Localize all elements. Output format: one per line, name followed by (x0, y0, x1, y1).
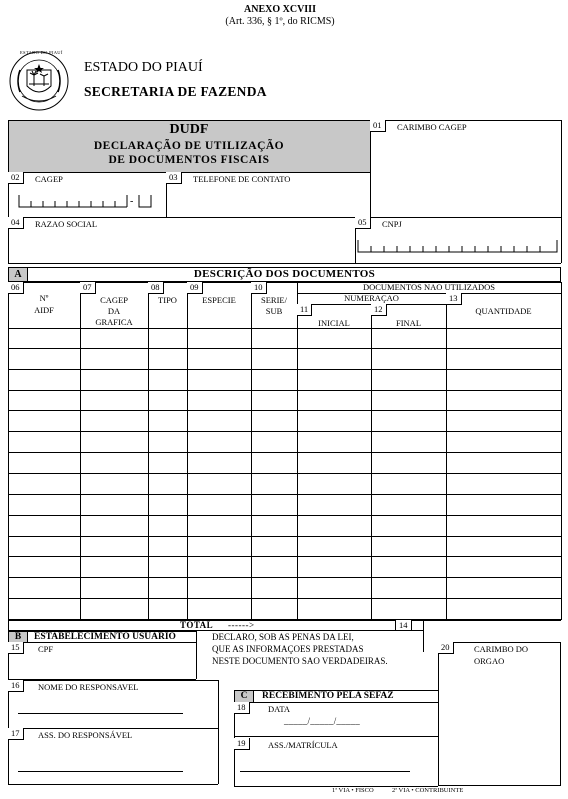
table-cell[interactable] (8, 578, 80, 598)
section-c-title: RECEBIMENTO PELA SEFAZ (262, 691, 394, 701)
field-02-number: 02 (8, 172, 24, 184)
col-tipo-header: TIPO (158, 295, 177, 305)
col-07-number: 07 (80, 282, 96, 294)
table-cell[interactable] (80, 432, 148, 452)
table-cell[interactable] (297, 328, 371, 348)
footer-via-2: 2ª VIA • CONTRIBUINTE (392, 787, 464, 794)
table-cell[interactable] (187, 453, 251, 473)
cpf-input[interactable] (12, 656, 192, 676)
field-15-number: 15 (8, 642, 24, 654)
table-cell[interactable] (8, 537, 80, 557)
carimbo-cagep-label: CARIMBO CAGEP (397, 122, 467, 132)
footer-via-1: 1ª VIA • FISCO (332, 787, 374, 794)
table-cell[interactable] (371, 474, 446, 494)
secretariat-name: SECRETARIA DE FAZENDA (84, 84, 267, 99)
table-cell[interactable] (148, 411, 187, 431)
col-serie-header-1: SERIE/ (261, 295, 287, 305)
field-17-number: 17 (8, 728, 24, 740)
field-04-number: 04 (8, 217, 24, 229)
table-cell[interactable] (80, 453, 148, 473)
table-cell[interactable] (80, 495, 148, 515)
table-cell[interactable] (446, 537, 561, 557)
table-row (8, 474, 561, 495)
table-cell[interactable] (446, 578, 561, 598)
table-cell[interactable] (187, 599, 251, 619)
section-a-letter: A (8, 267, 28, 282)
field-14-number: 14 (396, 620, 412, 630)
table-cell[interactable] (297, 349, 371, 369)
table-cell[interactable] (187, 432, 251, 452)
field-19-number: 19 (234, 738, 250, 750)
carimbo-orgao-label-2: ORGAO (474, 656, 505, 666)
col-13-number: 13 (446, 293, 462, 305)
responsible-name-label: NOME DO RESPONSAVEL (38, 682, 139, 692)
table-cell[interactable] (187, 578, 251, 598)
table-cell[interactable] (371, 432, 446, 452)
table-cell[interactable] (148, 537, 187, 557)
phone-input[interactable] (170, 188, 366, 214)
cagep-label: CAGEP (35, 174, 63, 184)
table-row (8, 391, 561, 412)
table-cell[interactable] (371, 578, 446, 598)
table-cell[interactable] (148, 474, 187, 494)
table-row (8, 328, 561, 349)
table-cell[interactable] (187, 328, 251, 348)
responsible-signature-input[interactable] (18, 758, 183, 772)
table-cell[interactable] (80, 557, 148, 577)
section-b-title: ESTABELECIMENTO USUARIO (34, 632, 176, 642)
table-cell[interactable] (446, 516, 561, 536)
col-aidf-header: Nº AIDF (34, 293, 54, 315)
col-cagep-header-3: GRAFICA (95, 317, 133, 327)
dudf-title-line2: DE DOCUMENTOS FISCAIS (108, 154, 270, 166)
table-row (8, 495, 561, 516)
table-row (8, 349, 561, 370)
col-quantidade-header: QUANTIDADE (475, 306, 532, 316)
table-cell[interactable] (187, 370, 251, 390)
table-cell[interactable] (297, 599, 371, 619)
annex-article: (Art. 336, § 1º, do RICMS) (225, 16, 335, 27)
section-b-letter: B (8, 631, 28, 643)
table-cell[interactable] (80, 537, 148, 557)
table-row (8, 516, 561, 537)
table-cell[interactable] (8, 432, 80, 452)
table-cell[interactable] (251, 391, 297, 411)
responsible-signature-label: ASS. DO RESPONSÁVEL (38, 730, 133, 740)
table-cell[interactable] (251, 349, 297, 369)
table-cell[interactable] (371, 516, 446, 536)
phone-label: TELEFONE DE CONTATO (193, 174, 291, 184)
carimbo-orgao-label-1: CARIMBO DO (474, 644, 529, 654)
field-01-number: 01 (370, 120, 386, 132)
table-cell[interactable] (371, 328, 446, 348)
signature-matricula-input[interactable] (240, 760, 410, 772)
col-serie-header-2: SUB (265, 306, 283, 316)
table-cell[interactable] (371, 370, 446, 390)
col-cagep-header-1: CAGEP (100, 295, 128, 305)
table-cell[interactable] (446, 495, 561, 515)
table-row (8, 578, 561, 599)
table-cell[interactable] (251, 474, 297, 494)
field-05-number: 05 (355, 217, 371, 229)
table-row (8, 537, 561, 558)
table-cell[interactable] (371, 453, 446, 473)
col-especie-header: ESPECIE (202, 295, 236, 305)
table-cell[interactable] (80, 349, 148, 369)
table-cell[interactable] (446, 453, 561, 473)
col-09-number: 09 (187, 282, 203, 294)
cnpj-label: CNPJ (382, 219, 402, 229)
table-cell[interactable] (80, 391, 148, 411)
date-input[interactable]: _____/_____/_____ (284, 716, 360, 726)
section-c-letter: C (234, 690, 254, 703)
table-cell[interactable] (251, 328, 297, 348)
table-row (8, 370, 561, 391)
table-cell[interactable] (371, 411, 446, 431)
total-arrow: ------> (228, 620, 255, 630)
table-cell[interactable] (297, 516, 371, 536)
table-cell[interactable] (446, 599, 561, 619)
table-cell[interactable] (80, 516, 148, 536)
table-cell[interactable] (446, 391, 561, 411)
carimbo-cagep-area[interactable] (372, 134, 560, 216)
section-a-title: DESCRIÇÃO DOS DOCUMENTOS (193, 268, 376, 280)
table-cell[interactable] (251, 370, 297, 390)
table-cell[interactable] (446, 370, 561, 390)
table-cell[interactable] (8, 495, 80, 515)
col-12-number: 12 (371, 304, 387, 316)
table-cell[interactable] (148, 578, 187, 598)
table-cell[interactable] (297, 537, 371, 557)
table-cell[interactable] (148, 370, 187, 390)
table-cell[interactable] (446, 557, 561, 577)
table-cell[interactable] (446, 474, 561, 494)
state-seal-icon (8, 50, 70, 112)
table-cell[interactable] (251, 411, 297, 431)
table-cell[interactable] (80, 411, 148, 431)
field-18-number: 18 (234, 702, 250, 714)
total-quantity-input[interactable] (446, 621, 560, 630)
razao-social-input[interactable] (10, 232, 353, 261)
field-16-number: 16 (8, 680, 24, 692)
col-cagep-header-2: DA (107, 306, 121, 316)
table-row (8, 432, 561, 453)
table-cell[interactable] (251, 599, 297, 619)
table-cell[interactable] (187, 391, 251, 411)
table-cell[interactable] (297, 453, 371, 473)
dudf-title-line1: DECLARAÇÃO DE UTILIZAÇÃO (93, 140, 285, 152)
table-row (8, 599, 561, 620)
table-cell[interactable] (80, 370, 148, 390)
declaration-line1: DECLARO, SOB AS PENAS DA LEI, (212, 632, 354, 642)
table-row (8, 557, 561, 578)
table-cell[interactable] (297, 432, 371, 452)
table-cell[interactable] (148, 349, 187, 369)
signature-matricula-label: ASS./MATRÍCULA (268, 740, 338, 750)
table-cell[interactable] (187, 411, 251, 431)
table-cell[interactable] (80, 474, 148, 494)
table-cell[interactable] (8, 599, 80, 619)
table-row (8, 411, 561, 432)
col-10-number: 10 (251, 282, 267, 294)
table-cell[interactable] (446, 411, 561, 431)
cpf-label: CPF (38, 644, 54, 654)
table-cell[interactable] (8, 557, 80, 577)
table-cell[interactable] (251, 578, 297, 598)
cagep-separator: - (130, 196, 134, 207)
col-08-number: 08 (148, 282, 164, 294)
cnpj-input[interactable] (357, 238, 559, 254)
table-cell[interactable] (148, 516, 187, 536)
seal-caption: ESTADO DO PIAUÍ (20, 50, 63, 55)
table-cell[interactable] (371, 495, 446, 515)
table-cell[interactable] (8, 516, 80, 536)
table-cell[interactable] (8, 349, 80, 369)
table-cell[interactable] (297, 411, 371, 431)
state-name: ESTADO DO PIAUÍ (84, 60, 203, 75)
table-cell[interactable] (297, 495, 371, 515)
table-cell[interactable] (8, 453, 80, 473)
table-cell[interactable] (187, 474, 251, 494)
col-06-number: 06 (8, 282, 24, 294)
col-final-header: FINAL (395, 318, 422, 328)
table-cell[interactable] (148, 432, 187, 452)
table-cell[interactable] (80, 328, 148, 348)
table-cell[interactable] (371, 537, 446, 557)
table-cell[interactable] (8, 474, 80, 494)
table-cell[interactable] (297, 391, 371, 411)
numeracao-header: NUMERAÇAO (344, 293, 399, 303)
table-cell[interactable] (187, 495, 251, 515)
table-cell[interactable] (187, 516, 251, 536)
table-cell[interactable] (187, 349, 251, 369)
annex-title: ANEXO XCVIII (244, 4, 316, 15)
table-cell[interactable] (371, 599, 446, 619)
table-cell[interactable] (148, 328, 187, 348)
declaration-line3: NESTE DOCUMENTO SAO VERDADEIRAS. (212, 656, 388, 666)
table-cell[interactable] (371, 349, 446, 369)
field-20-number: 20 (438, 642, 454, 654)
table-cell[interactable] (80, 599, 148, 619)
table-cell[interactable] (297, 370, 371, 390)
table-cell[interactable] (80, 578, 148, 598)
table-row (8, 453, 561, 474)
table-cell[interactable] (251, 557, 297, 577)
razao-social-label: RAZAO SOCIAL (35, 219, 98, 229)
table-cell[interactable] (297, 474, 371, 494)
table-cell[interactable] (251, 516, 297, 536)
cagep-input[interactable] (18, 193, 158, 209)
table-cell[interactable] (8, 411, 80, 431)
table-cell[interactable] (297, 557, 371, 577)
table-cell[interactable] (148, 495, 187, 515)
field-03-number: 03 (166, 172, 182, 184)
col-11-number: 11 (297, 304, 312, 316)
table-cell[interactable] (371, 391, 446, 411)
table-cell[interactable] (187, 557, 251, 577)
table-cell[interactable] (8, 391, 80, 411)
date-label: DATA (268, 704, 290, 714)
responsible-name-input[interactable] (18, 700, 183, 714)
table-cell[interactable] (187, 537, 251, 557)
table-cell[interactable] (8, 328, 80, 348)
table-cell[interactable] (148, 453, 187, 473)
table-cell[interactable] (446, 328, 561, 348)
table-cell[interactable] (251, 453, 297, 473)
table-cell[interactable] (251, 495, 297, 515)
unused-docs-header: DOCUMENTOS NAO UTILIZADOS (362, 282, 496, 292)
declaration-line2: QUE AS INFORMAÇOES PRESTADAS (212, 644, 364, 654)
dudf-code: DUDF (169, 122, 209, 137)
table-cell[interactable] (8, 370, 80, 390)
col-inicial-header: INICIAL (318, 318, 350, 328)
table-cell[interactable] (371, 557, 446, 577)
table-cell[interactable] (446, 432, 561, 452)
table-cell[interactable] (251, 537, 297, 557)
total-label: TOTAL (180, 620, 214, 630)
table-cell[interactable] (251, 432, 297, 452)
table-cell[interactable] (148, 599, 187, 619)
table-cell[interactable] (297, 578, 371, 598)
table-cell[interactable] (446, 349, 561, 369)
table-cell[interactable] (148, 557, 187, 577)
table-cell[interactable] (148, 391, 187, 411)
